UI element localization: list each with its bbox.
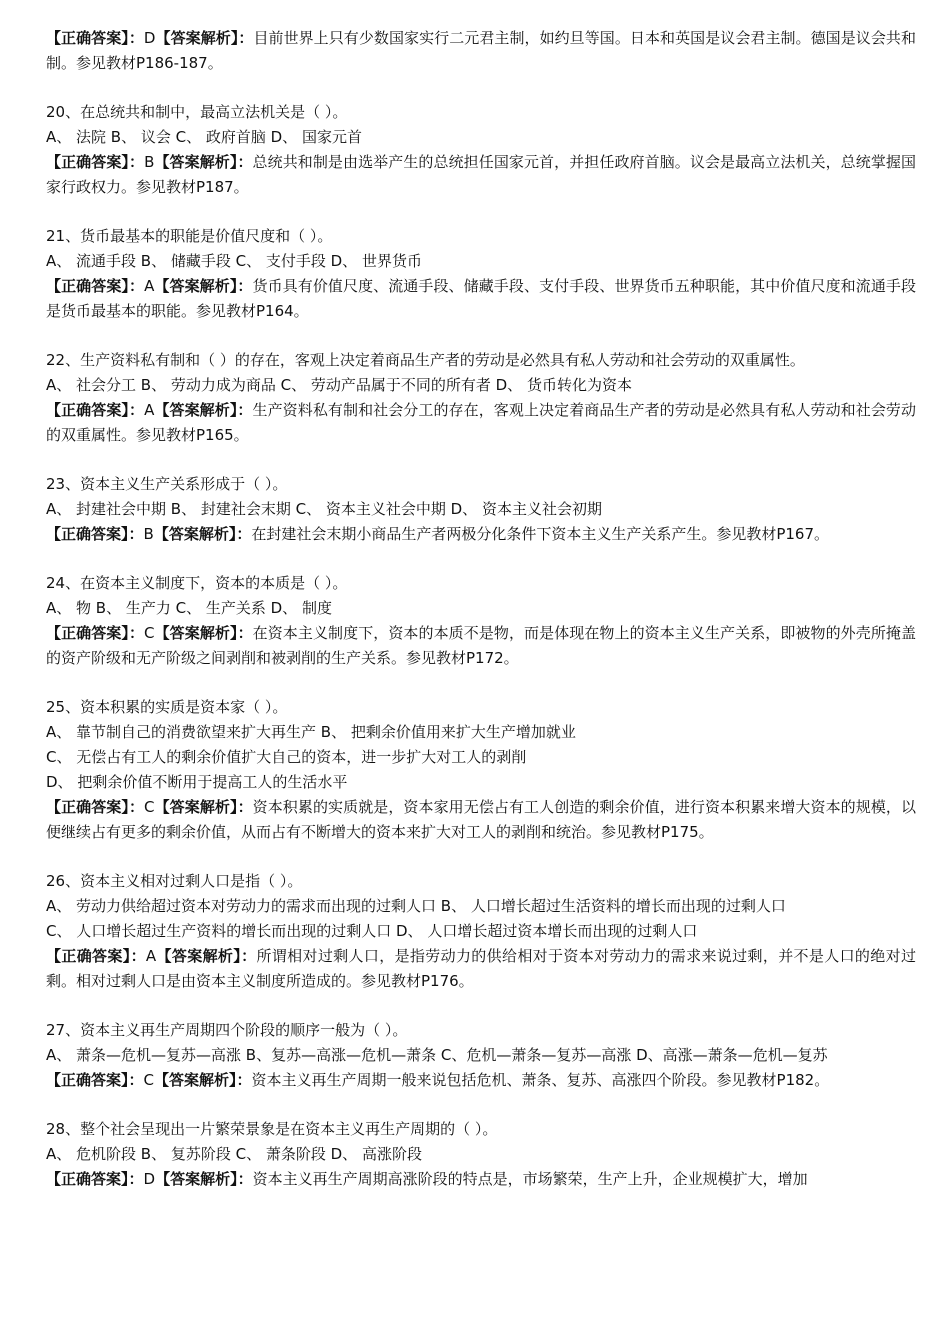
question-25 xyxy=(46,695,916,845)
analysis-label: 【答案解析】： xyxy=(154,1071,252,1089)
answer-line xyxy=(46,1167,916,1192)
question-options: A、 流通手段 B、 储藏手段 C、 支付手段 D、 世界货币 xyxy=(46,252,422,270)
analysis-text: 在封建社会末期小商品生产者两极分化条件下资本主义生产关系产生。参见教材P167。 xyxy=(251,525,830,543)
answer-value: C xyxy=(143,1071,154,1089)
answer-line xyxy=(46,1068,916,1093)
question-20 xyxy=(46,100,916,200)
answer-value: B xyxy=(144,153,155,171)
analysis-text: 资本主义再生产周期一般来说包括危机、萧条、复苏、高涨四个阶段。参见教材P182。 xyxy=(251,1071,830,1089)
analysis-label: 【答案解析】： xyxy=(153,525,252,543)
question-stem: 24、在资本主义制度下，资本的本质是（ ）。 xyxy=(46,574,348,592)
question-21 xyxy=(46,224,916,324)
question-27 xyxy=(46,1018,916,1093)
answer-line xyxy=(46,522,916,547)
question-options: A、 靠节制自己的消费欲望来扩大再生产 B、 把剩余价值用来扩大生产增加就业 xyxy=(46,723,576,741)
analysis-label: 【答案解析】： xyxy=(155,29,254,47)
question-options: A、 劳动力供给超过资本对劳动力的需求而出现的过剩人口 B、 人口增长超过生活资料的增长而出现的过剩人口 xyxy=(46,897,786,915)
analysis-label: 【答案解析】： xyxy=(154,798,253,816)
analysis-text: 目前世界上只有少数国家实行二元君主制，如约旦等国。日本和英国是议会君主制。德国是议会共和制。参见教材P186-187。 xyxy=(46,29,916,72)
analysis-label: 【答案解析】： xyxy=(154,153,253,171)
question-options: A、 封建社会中期 B、 封建社会末期 C、 资本主义社会中期 D、 资本主义社会初期 xyxy=(46,500,602,518)
answer-label: 【正确答案】： xyxy=(46,153,145,171)
question-options: D、 把剩余价值不断用于提高工人的生活水平 xyxy=(46,773,348,791)
answer-value: C xyxy=(144,624,155,642)
analysis-label: 【答案解析】： xyxy=(154,401,253,419)
analysis-label: 【答案解析】： xyxy=(154,624,253,642)
question-stem: 26、资本主义相对过剩人口是指（ ）。 xyxy=(46,872,303,890)
question-stem: 22、生产资料私有制和（ ）的存在，客观上决定着商品生产者的劳动是必然具有私人劳动和社会劳动的双重属性。 xyxy=(46,351,805,369)
answer-value: D xyxy=(143,1170,156,1188)
answer-line xyxy=(46,795,916,845)
answer-value: D xyxy=(143,29,156,47)
previous-answer-block xyxy=(46,26,916,76)
answer-line xyxy=(46,944,916,994)
answer-line xyxy=(46,274,916,324)
answer-value: C xyxy=(144,798,155,816)
question-options: A、 萧条—危机—复苏—高涨 B、复苏—高涨—危机—萧条 C、危机—萧条—复苏—高涨 D、高涨—萧条—危机—复苏 xyxy=(46,1046,828,1064)
answer-label: 【正确答案】： xyxy=(46,401,145,419)
question-stem: 23、资本主义生产关系形成于（ ）。 xyxy=(46,475,288,493)
question-options: A、 法院 B、 议会 C、 政府首脑 D、 国家元首 xyxy=(46,128,362,146)
document-page xyxy=(46,26,916,1216)
analysis-text: 资本主义再生产周期高涨阶段的特点是，市场繁荣，生产上升，企业规模扩大，增加 xyxy=(252,1170,808,1188)
question-stem: 27、资本主义再生产周期四个阶段的顺序一般为（ ）。 xyxy=(46,1021,408,1039)
answer-value: A xyxy=(145,947,157,965)
analysis-label: 【答案解析】： xyxy=(155,1170,253,1188)
question-options: A、 社会分工 B、 劳动力成为商品 C、 劳动产品属于不同的所有者 D、 货币转化为资本 xyxy=(46,376,632,394)
answer-line xyxy=(46,26,916,76)
question-stem: 21、货币最基本的职能是价值尺度和（ ）。 xyxy=(46,227,333,245)
analysis-label: 【答案解析】： xyxy=(156,947,257,965)
question-options: C、 无偿占有工人的剩余价值扩大自己的资本，进一步扩大对工人的剥削 xyxy=(46,748,527,766)
question-24 xyxy=(46,571,916,671)
question-stem: 25、资本积累的实质是资本家（ ）。 xyxy=(46,698,288,716)
answer-value: A xyxy=(144,277,155,295)
question-22 xyxy=(46,348,916,448)
question-options: A、 物 B、 生产力 C、 生产关系 D、 制度 xyxy=(46,599,332,617)
analysis-text: 在资本主义制度下，资本的本质不是物，而是体现在物上的资本主义生产关系，即被物的外壳所掩盖的资产阶级和无产阶级之间剥削和被剥削的生产关系。参见教材P172。 xyxy=(46,624,916,667)
answer-label: 【正确答案】： xyxy=(46,525,144,543)
answer-label: 【正确答案】： xyxy=(46,1170,144,1188)
analysis-text: 所谓相对过剩人口，是指劳动力的供给相对于资本对劳动力的需求来说过剩，并不是人口的绝对过剩。相对过剩人口是由资本主义制度所造成的。参见教材P176。 xyxy=(46,947,916,990)
answer-label: 【正确答案】： xyxy=(46,277,145,295)
answer-label: 【正确答案】： xyxy=(46,624,145,642)
analysis-label: 【答案解析】： xyxy=(154,277,253,295)
question-28 xyxy=(46,1117,916,1192)
question-options: C、 人口增长超过生产资料的增长而出现的过剩人口 D、 人口增长超过资本增长而出现的过剩人口 xyxy=(46,922,698,940)
question-23 xyxy=(46,472,916,547)
answer-line xyxy=(46,398,916,448)
answer-line xyxy=(46,150,916,200)
answer-label: 【正确答案】： xyxy=(46,947,146,965)
answer-label: 【正确答案】： xyxy=(46,29,144,47)
answer-line xyxy=(46,621,916,671)
answer-value: B xyxy=(143,525,154,543)
analysis-text: 资本积累的实质就是，资本家用无偿占有工人创造的剩余价值，进行资本积累来增大资本的规模，以便继续占有更多的剩余价值，从而占有不断增大的资本来扩大对工人的剥削和统治。参见教材P175。 xyxy=(46,798,916,841)
answer-label: 【正确答案】： xyxy=(46,1071,144,1089)
analysis-text: 总统共和制是由选举产生的总统担任国家元首，并担任政府首脑。议会是最高立法机关，总统掌握国家行政权力。参见教材P187。 xyxy=(46,153,916,196)
answer-value: A xyxy=(144,401,155,419)
analysis-text: 生产资料私有制和社会分工的存在，客观上决定着商品生产者的劳动是必然具有私人劳动和社会劳动的双重属性。参见教材P165。 xyxy=(46,401,916,444)
question-options: A、 危机阶段 B、 复苏阶段 C、 萧条阶段 D、 高涨阶段 xyxy=(46,1145,422,1163)
question-stem: 20、在总统共和制中，最高立法机关是（ ）。 xyxy=(46,103,348,121)
question-stem: 28、整个社会呈现出一片繁荣景象是在资本主义再生产周期的（ ）。 xyxy=(46,1120,498,1138)
analysis-text: 货币具有价值尺度、流通手段、储藏手段、支付手段、世界货币五种职能，其中价值尺度和流通手段是货币最基本的职能。参见教材P164。 xyxy=(46,277,916,320)
answer-label: 【正确答案】： xyxy=(46,798,145,816)
question-26 xyxy=(46,869,916,994)
